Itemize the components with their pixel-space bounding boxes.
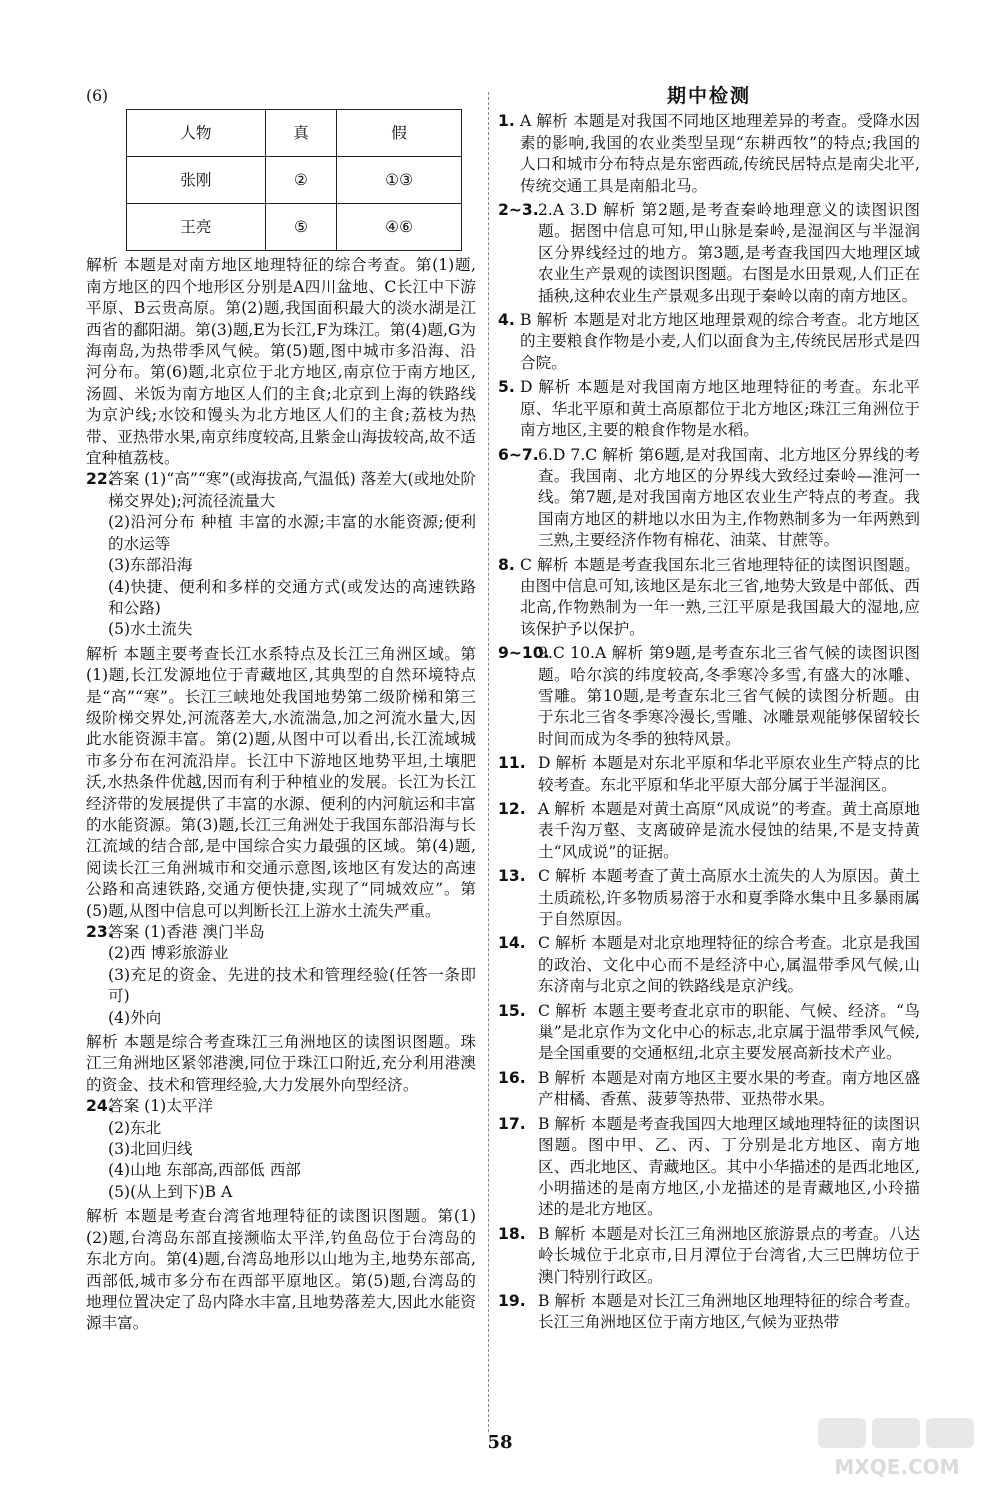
svg-text:MXQE.COM: MXQE.COM bbox=[834, 1455, 960, 1479]
answer-item bbox=[498, 377, 920, 441]
answer-item bbox=[498, 111, 920, 197]
answer-item bbox=[498, 1291, 920, 1334]
answer-item bbox=[498, 310, 920, 374]
item-number: 18. bbox=[498, 1224, 526, 1243]
item-text: B 解析 本题是对长江三角洲地区地理特征的综合考查。长江三角洲地区位于南方地区,气候为亚热带 bbox=[538, 1291, 920, 1332]
table-cell: ①③ bbox=[337, 157, 462, 204]
item-number: 13. bbox=[498, 867, 526, 886]
item-text: C 解析 本题是对北京地理特征的综合考查。北京是我国的政治、文化中心而不是经济中心,属温带季风气候,山东济南与北京之间的铁路线是京沪线。 bbox=[538, 934, 920, 996]
item-number: 4. bbox=[498, 311, 515, 330]
answer-item bbox=[498, 643, 920, 750]
item-text: D 解析 本题是对我国南方地区地理特征的考查。东北平原、华北平原和黄土高原都位于北方地区;珠江三角洲位于南方地区,主要的粮食作物是水稻。 bbox=[520, 378, 920, 440]
question-23 bbox=[86, 922, 476, 1029]
question-24 bbox=[86, 1096, 476, 1203]
right-column bbox=[498, 86, 920, 1337]
analysis-22: 解析 本题主要考查长江水系特点及长江三角洲区域。第(1)题,长江发源地位于青藏地区,其典型的自然环境特点是“高”“寒”。长江三峡地处我国地势第二级阶梯和第三级阶梯交界处,河流落差大,水流湍急,加之河流水量大,因此水能资源丰富。第(2)题,从图中可以看出,长江流域城市多分布在河流沿岸。长江中下游地区地势平坦,土壤肥沃,水热条件优越,因而有利于种植业的发展。长江为长江经济带的发展提供了丰富的水源、便利的内河航运和丰富的水能资源。第(3)题,长江三角洲处于我国东部沿海与长江流域的结合部,是中国综合实力最强的区域。第(4)题,阅读长江三角洲城市和交通示意图,该地区有发达的高速公路和高速铁路,交通方便快捷,实现了“同城效应”。第(5)题,从图中信息可以判断长江上游水土流失严重。 bbox=[86, 644, 476, 920]
answer-line: (5)(从上到下)B A bbox=[108, 1182, 233, 1201]
answer-item bbox=[498, 1068, 920, 1111]
question-number: 22. bbox=[86, 470, 114, 489]
answer-item bbox=[498, 200, 920, 307]
item-text: D 解析 本题是对东北平原和华北平原农业生产特点的比较考查。东北平原和华北平原大部分属于半湿润区。 bbox=[538, 754, 920, 794]
table-row bbox=[127, 204, 462, 251]
item-number: 14. bbox=[498, 934, 526, 953]
table-cell: ④⑥ bbox=[337, 204, 462, 251]
item-text: B 解析 本题是对长江三角洲地区旅游景点的考查。八达岭长城位于北京市,日月潭位于台湾省,大三巴牌坊位于澳门特别行政区。 bbox=[538, 1224, 920, 1286]
item-text: 9.C 10.A 解析 第9题,是考查东北三省气候的读图识图题。哈尔滨的纬度较高,冬季寒冷多雪,有盛大的冰雕、雪雕。第10题,是考查东北三省气候的读图分析题。由于东北三省冬季寒冷漫长,雪雕、冰雕景观能够保留较长时间而成为冬季的独特风景。 bbox=[538, 644, 920, 748]
item-number: 15. bbox=[498, 1001, 526, 1020]
item-text: 6.D 7.C 解析 第6题,是对我国南、北方地区分界线的考查。我国南、北方地区的分界线大致经过秦岭—淮河一线。第7题,是对我国南方地区农业生产特点的考查。我国南方地区的耕地以水田为主,作物熟制多为一年两熟到三熟,主要经济作物有棉花、油菜、甘蔗等。 bbox=[538, 445, 920, 550]
item-number: 6~7. bbox=[498, 445, 539, 464]
answer-line: (5)水土流失 bbox=[108, 620, 193, 639]
answer-line: (2)东北 bbox=[108, 1118, 162, 1137]
item-text: B 解析 本题是对北方地区地理景观的综合考查。北方地区的主要粮食作物是小麦,人们以面食为主,传统民居形式是四合院。 bbox=[520, 311, 920, 372]
sub-question-label: (6) bbox=[86, 87, 109, 105]
item-number: 16. bbox=[498, 1068, 526, 1087]
item-number: 2~3. bbox=[498, 201, 539, 220]
question-22 bbox=[86, 469, 476, 640]
item-text: C 解析 本题是考查我国东北三省地理特征的读图识图题。由图中信息可知,该地区是东北三省,地势大致是中部低、西北高,作物熟制为一年一熟,三江平原是我国最大的湿地,应该保护予以保护。 bbox=[520, 555, 920, 638]
analysis-21: 解析 本题是对南方地区地理特征的综合考查。第(1)题,南方地区的四个地形区分别是A四川盆地、C长江中下游平原、B云贵高原。第(2)题,我国面积最大的淡水湖是江西省的鄱阳湖。第(3)题,E为长江,F为珠江。第(4)题,G为海南岛,为热带季风气候。第(5)题,图中城市多沿海、沿河分布。第(6)题,北京位于北方地区,南京位于南方地区,汤圆、米饭为南方地区人们的主食;北京到上海的铁路线为京沪线;水饺和馒头为北方地区人们的主食;荔枝为热带、亚热带水果,南京纬度较高,且紫金山海拔较高,故不适宜种植荔枝。 bbox=[86, 256, 476, 468]
answer-item bbox=[498, 1114, 920, 1221]
answer-line: (2)沿河分布 种植 丰富的水源;丰富的水能资源;便利的水运等 bbox=[108, 513, 476, 553]
answer-item bbox=[498, 933, 920, 997]
item-number: 8. bbox=[498, 555, 515, 574]
answer-item bbox=[498, 1001, 920, 1065]
item-number: 17. bbox=[498, 1114, 526, 1133]
table-cell: ⑤ bbox=[265, 204, 337, 251]
table-header-row bbox=[127, 110, 462, 157]
answer-line: (3)东部沿海 bbox=[108, 556, 193, 575]
table-row bbox=[127, 157, 462, 204]
left-column bbox=[86, 86, 476, 1335]
analysis-23: 解析 本题是综合考查珠江三角洲地区的读图识图题。珠江三角洲地区紧邻港澳,同位于珠江口附近,充分利用港澳的资金、技术和管理经验,大力发展外向型经济。 bbox=[86, 1033, 476, 1094]
table-header: 人物 bbox=[127, 110, 266, 157]
item-text: A 解析 本题是对我国不同地区地理差异的考查。受降水因素的影响,我国的农业类型呈现“东耕西牧”的特点;我国的人口和城市分布特点是东密西疏,传统民居特点是南尖北平,传统交通工具是南船北马。 bbox=[520, 112, 920, 195]
page-number: 58 bbox=[487, 1432, 513, 1453]
item-text: A 解析 本题是对黄土高原“风成说”的考查。黄土高原地表千沟万壑、支离破碎是流水侵蚀的结果,不是支持黄土“风成说”的证据。 bbox=[538, 800, 920, 861]
answer-line: (3)北回归线 bbox=[108, 1140, 193, 1159]
item-number: 5. bbox=[498, 378, 515, 397]
table-header: 假 bbox=[337, 110, 462, 157]
answer-line: (4)快捷、便利和多样的交通方式(或发达的高速铁路和公路) bbox=[108, 577, 476, 617]
answer-item bbox=[498, 445, 920, 552]
answer-line: 答案 (1)香港 澳门半岛 bbox=[108, 923, 265, 941]
analysis-24: 解析 本题是考查台湾省地理特征的读图识图题。第(1)(2)题,台湾岛东部直接濒临太平洋,钓鱼岛位于台湾岛的东北方向。第(4)题,台湾岛地形以山地为主,地势东部高,西部低,城市多分布在西部平原地区。第(5)题,台湾岛的地理位置决定了岛内降水丰富,且地势落差大,因此水能资源丰富。 bbox=[86, 1207, 476, 1333]
item-number: 9~10. bbox=[498, 644, 550, 663]
table-cell: ② bbox=[265, 157, 337, 204]
column-divider bbox=[488, 92, 489, 1432]
item-number: 19. bbox=[498, 1291, 526, 1310]
answer-item bbox=[498, 1224, 920, 1288]
item-text: C 解析 本题考查了黄土高原水土流失的人为原因。黄土土质疏松,许多物质易溶于水和夏季降水集中且多暴雨属于自然原因。 bbox=[538, 867, 920, 929]
answer-line: (2)西 博彩旅游业 bbox=[108, 944, 229, 963]
question-number: 24. bbox=[86, 1097, 114, 1116]
item-text: B 解析 本题是对南方地区主要水果的考查。南方地区盛产柑橘、香蕉、菠萝等热带、亚热带水果。 bbox=[538, 1068, 920, 1109]
watermark-logo bbox=[812, 1412, 982, 1484]
section-title: 期中检测 bbox=[666, 85, 751, 107]
table-cell: 张刚 bbox=[127, 157, 266, 204]
item-number: 11. bbox=[498, 754, 526, 773]
item-text: B 解析 本题是考查我国四大地理区域地理特征的读图识图题。图中甲、乙、丙、丁分别是北方地区、南方地区、西北地区、青藏地区。其中小华描述的是西北地区,小明描述的是南方地区,小龙描述的是青藏地区,小玲描述的是北方地区。 bbox=[538, 1114, 920, 1219]
question-number: 23. bbox=[86, 923, 114, 941]
answer-item bbox=[498, 753, 920, 796]
item-number: 12. bbox=[498, 800, 526, 818]
answer-item bbox=[498, 555, 920, 641]
answer-line: (3)充足的资金、先进的技术和管理经验(任答一条即可) bbox=[108, 965, 476, 1006]
item-number: 1. bbox=[498, 112, 515, 131]
table-cell: 王亮 bbox=[127, 204, 266, 251]
answer-item bbox=[498, 799, 920, 863]
answer-line: (4)山地 东部高,西部低 西部 bbox=[108, 1161, 301, 1180]
table-header: 真 bbox=[265, 110, 337, 157]
item-text: 2.A 3.D 解析 第2题,是考查秦岭地理意义的读图识图题。据图中信息可知,甲山脉是秦岭,是湿润区与半湿润区分界线经过的地方。第3题,是考查我国四大地理区域农业生产景观的读图识图题。右图是水田景观,人们正在插秧,这种农业生产景观多出现于秦岭以南的南方地区。 bbox=[538, 201, 920, 305]
answer-line: 答案 (1)太平洋 bbox=[108, 1097, 214, 1116]
answer-line: 答案 (1)“高”“寒”(或海拔高,气温低) 落差大(或地处阶梯交界处);河流径流量大 bbox=[108, 470, 476, 510]
item-text: C 解析 本题主要考查北京市的职能、气候、经济。“鸟巢”是北京作为文化中心的标志,北京属于温带季风气候,是全国重要的交通枢纽,北京主要发展高新技术产业。 bbox=[538, 1001, 920, 1063]
answer-line: (4)外向 bbox=[108, 1008, 162, 1027]
answer-table bbox=[126, 109, 462, 251]
answer-item bbox=[498, 866, 920, 930]
